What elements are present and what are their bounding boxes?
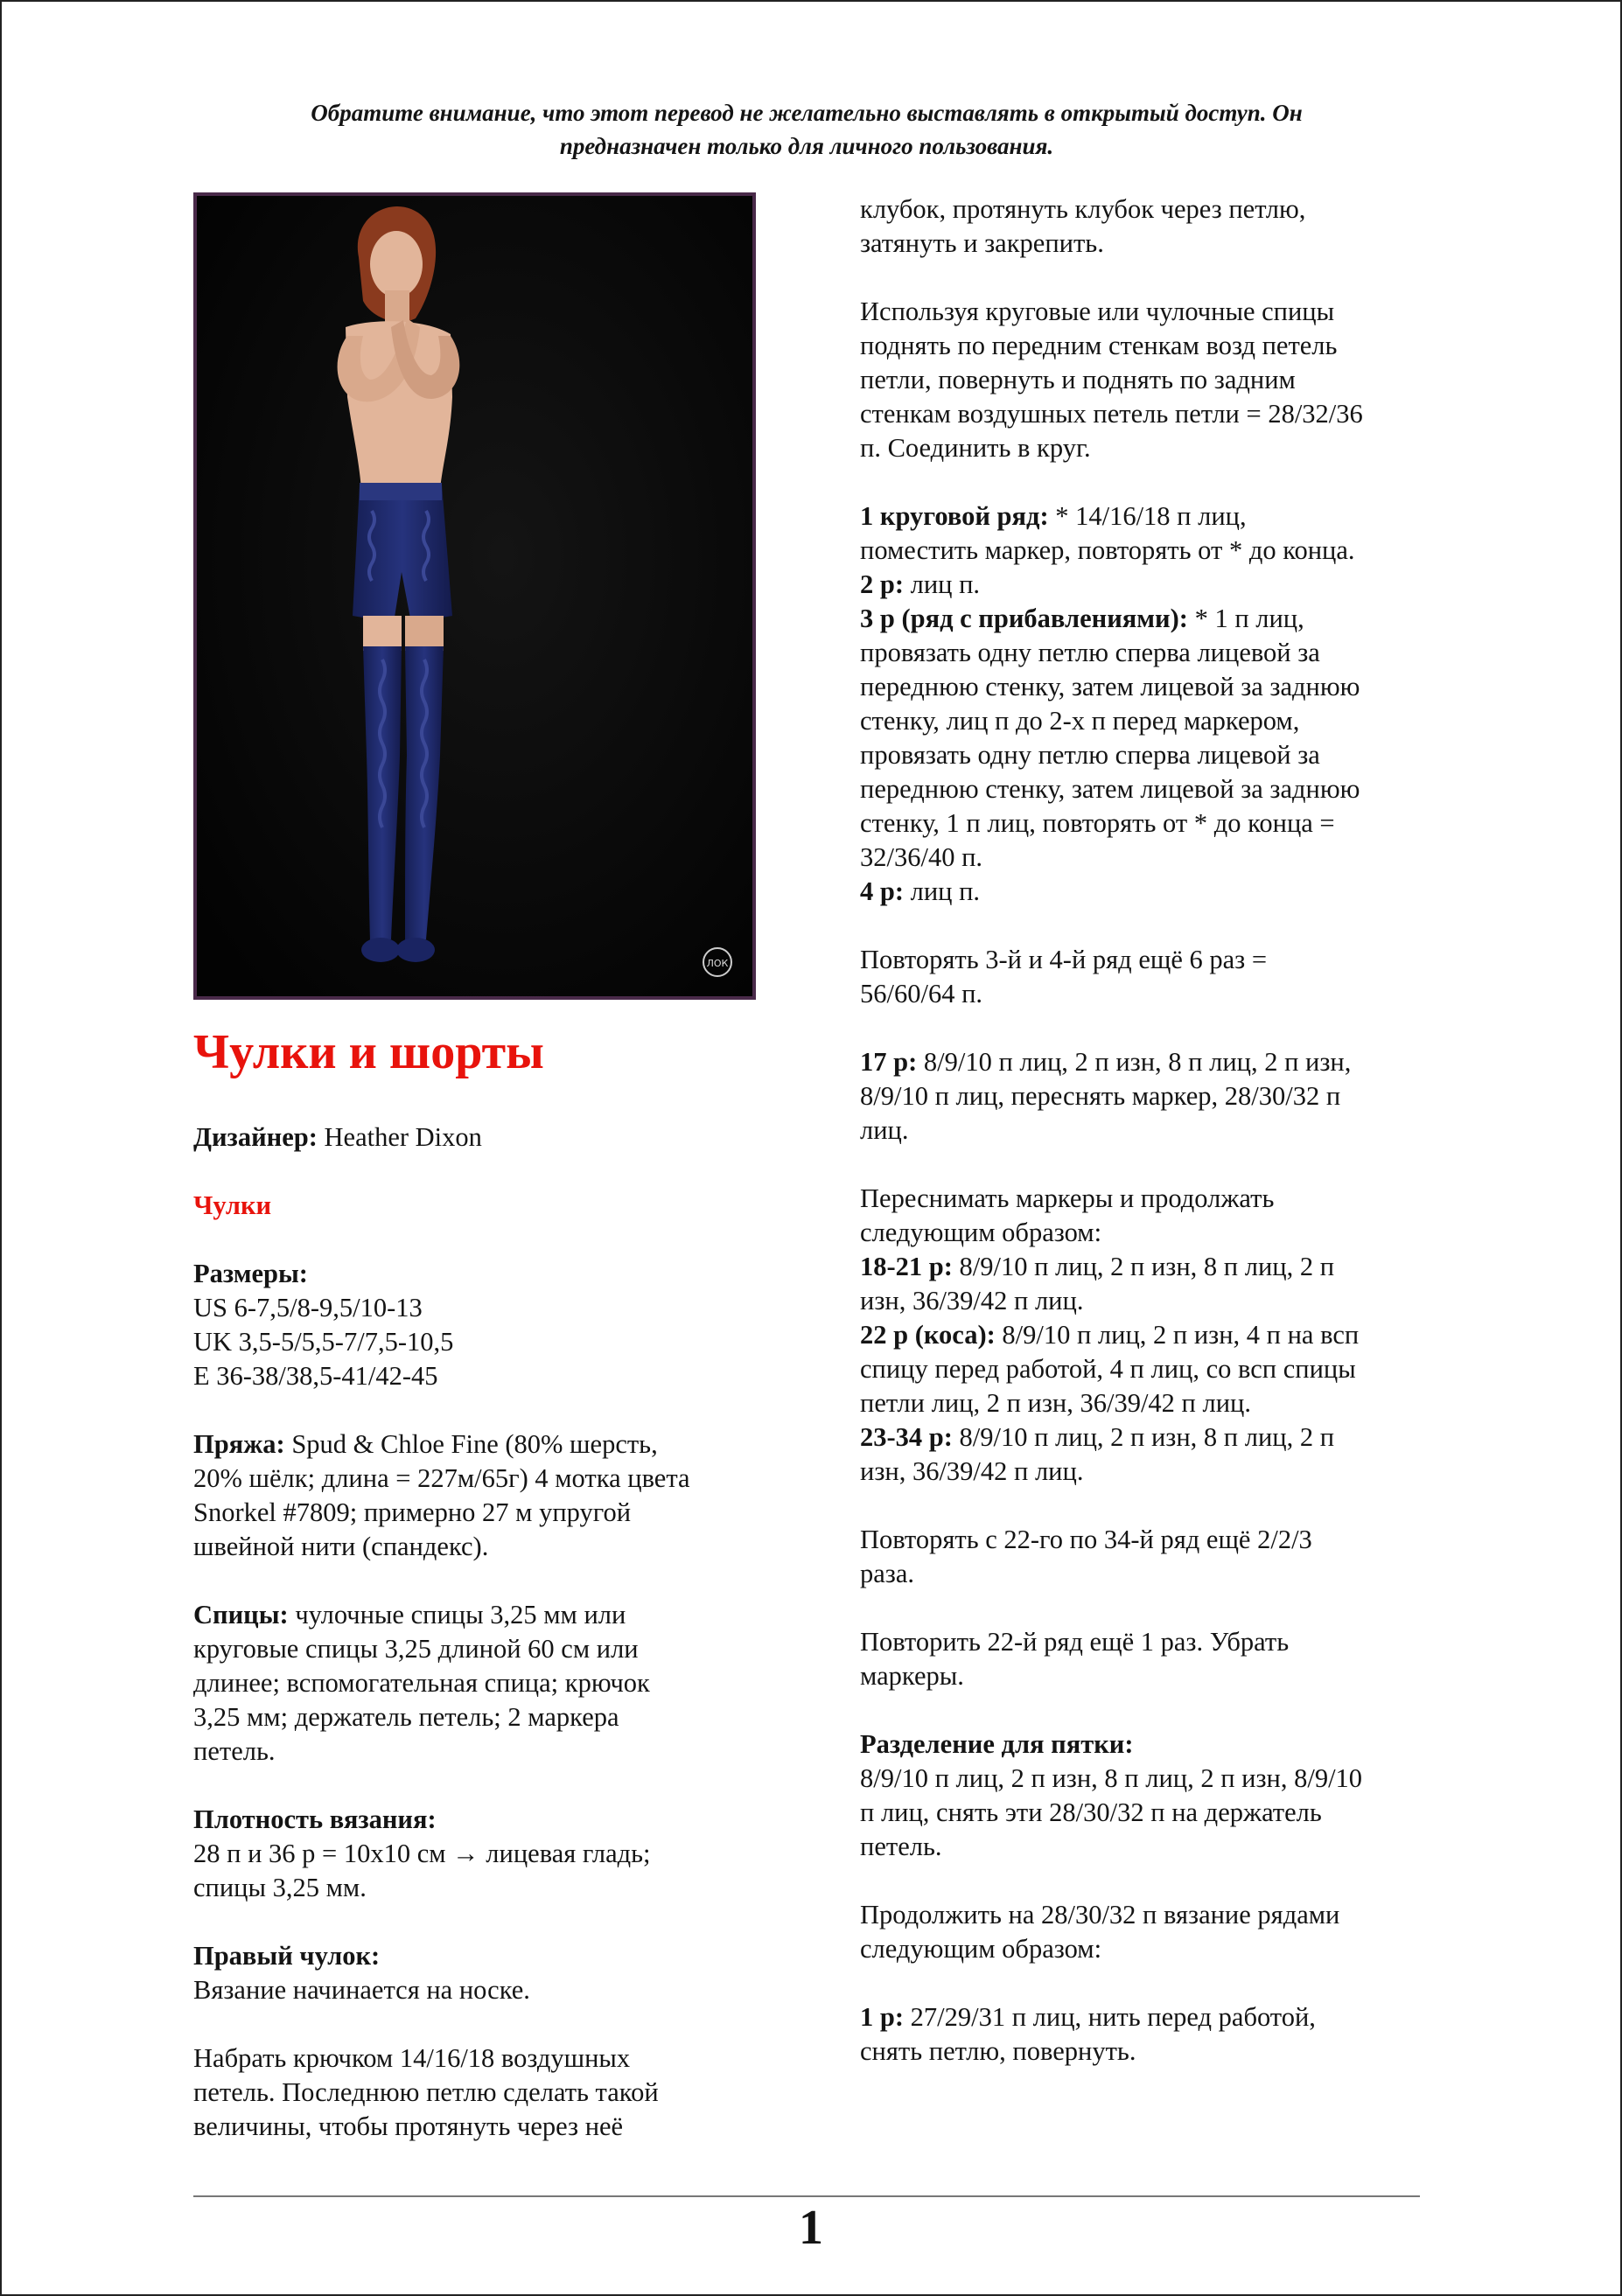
- text-line: раза.: [860, 1559, 914, 1588]
- sizes-line: US 6-7,5/8-9,5/10-13: [193, 1293, 423, 1322]
- model-photo: [193, 192, 756, 1000]
- right-sock-block: [193, 1939, 771, 2007]
- sizes-label: Размеры:: [193, 1259, 308, 1288]
- text-line: поместить маркер, повторять от * до конца.: [860, 535, 1355, 565]
- row-label: 17 р:: [860, 1047, 918, 1077]
- text-line: Продолжить на 28/30/32 п вязание рядами: [860, 1900, 1340, 1930]
- text-line: п лиц, снять эти 28/30/32 п на держатель: [860, 1797, 1322, 1827]
- text-line: * 1 п лиц,: [1187, 604, 1304, 633]
- left-column: [193, 192, 771, 2144]
- text-line: провязать одну петлю сперва лицевой за: [860, 638, 1320, 667]
- paragraph: [860, 943, 1442, 1011]
- cast-on-line: петель. Последнюю петлю сделать такой: [193, 2077, 659, 2107]
- text-line: Повторить 22-й ряд ещё 1 раз. Убрать: [860, 1627, 1290, 1657]
- needles-line: чулочные спицы 3,25 мм или: [288, 1600, 626, 1630]
- text-line: стенку, лиц п до 2-х п перед маркером,: [860, 706, 1300, 736]
- text-line: лиц.: [860, 1115, 909, 1145]
- footer-divider: [193, 2195, 1420, 2197]
- text-line: петли, повернуть и поднять по задним: [860, 365, 1296, 394]
- text-line: 8/9/10 п лиц, 2 п изн, 4 п на всп: [995, 1320, 1360, 1350]
- text-line: 8/9/10 п лиц, 2 п изн, 8 п лиц, 2 п: [952, 1252, 1335, 1281]
- needles-label: Спицы:: [193, 1600, 289, 1630]
- text-line: лиц п.: [904, 569, 981, 599]
- model-illustration: [197, 196, 752, 996]
- text-line: 8/9/10 п лиц, 2 п изн, 8 п лиц, 2 п изн, 8/9/10: [860, 1763, 1363, 1793]
- text-line: Повторять 3-й и 4-й ряд ещё 6 раз =: [860, 945, 1268, 974]
- text-line: Переснимать маркеры и продолжать: [860, 1183, 1275, 1213]
- text-line: переднюю стенку, затем лицевой за заднюю: [860, 774, 1360, 804]
- designer-label: Дизайнер:: [193, 1122, 318, 1152]
- row-label: 1 круговой ряд:: [860, 501, 1049, 531]
- paragraph: [860, 1625, 1442, 1693]
- yarn-line: 20% шёлк; длина = 227м/65г) 4 мотка цвета: [193, 1463, 690, 1493]
- gauge-line: спицы 3,25 мм.: [193, 1873, 367, 1902]
- text-line: лиц п.: [904, 876, 981, 906]
- text-line: переднюю стенку, затем лицевой за заднюю: [860, 672, 1360, 701]
- sizes-block: [193, 1257, 771, 1393]
- text-line: 32/36/40 п.: [860, 842, 983, 872]
- text-line: 8/9/10 п лиц, переснять маркер, 28/30/32 п: [860, 1081, 1341, 1111]
- designer-line: [193, 1120, 771, 1155]
- row-label: 2 р:: [860, 569, 904, 599]
- text-line: стенкам воздушных петель петли = 28/32/36: [860, 399, 1363, 429]
- gauge-block: [193, 1803, 771, 1905]
- designer-value: Heather Dixon: [317, 1122, 482, 1152]
- right-sock-line: Вязание начинается на носке.: [193, 1975, 530, 2005]
- text-line: клубок, протянуть клубок через петлю,: [860, 194, 1306, 224]
- cast-on-line: величины, чтобы протянуть через неё: [193, 2111, 624, 2141]
- text-line: провязать одну петлю сперва лицевой за: [860, 740, 1320, 770]
- row-label: 18-21 р:: [860, 1252, 953, 1281]
- row-label: 4 р:: [860, 876, 904, 906]
- yarn-block: [193, 1427, 771, 1564]
- yarn-line: швейной нити (спандекс).: [193, 1532, 489, 1561]
- text-line: Повторять с 22-го по 34-й ряд ещё 2/2/3: [860, 1525, 1312, 1554]
- sizes-line: UK 3,5-5/5,5-7/7,5-10,5: [193, 1327, 454, 1357]
- yarn-line: Spud & Chloe Fine (80% шерсть,: [284, 1429, 658, 1459]
- right-sock-label: Правый чулок:: [193, 1941, 381, 1971]
- heel-block: [860, 1727, 1442, 1864]
- text-line: п. Соединить в круг.: [860, 433, 1091, 463]
- rows-block: [860, 499, 1442, 909]
- rows-18-34-block: [860, 1182, 1442, 1489]
- text-line: спицу перед работой, 4 п лиц, со всп спицы: [860, 1354, 1356, 1384]
- needles-line: круговые спицы 3,25 длиной 60 см или: [193, 1634, 639, 1664]
- text-line: * 14/16/18 п лиц,: [1048, 501, 1247, 531]
- gauge-label: Плотность вязания:: [193, 1804, 437, 1834]
- copyright-notice: [194, 96, 1419, 163]
- paragraph: [860, 1523, 1442, 1591]
- paragraph: [860, 1898, 1442, 1966]
- yarn-line: Snorkel #7809; примерно 27 м упругой: [193, 1497, 632, 1527]
- text-line: следующим образом:: [860, 1934, 1102, 1964]
- text-line: следующим образом:: [860, 1218, 1102, 1247]
- row-label: 1 р:: [860, 2002, 904, 2032]
- text-line: изн, 36/39/42 п лиц.: [860, 1456, 1084, 1486]
- notice-line: Обратите внимание, что этот перевод не желательно выставлять в открытый доступ. Он: [311, 100, 1303, 126]
- needles-block: [193, 1598, 771, 1769]
- paragraph: [860, 295, 1442, 465]
- logo-text: ЛОК: [706, 958, 729, 969]
- needles-line: петель.: [193, 1736, 276, 1766]
- text-line: 8/9/10 п лиц, 2 п изн, 8 п лиц, 2 п: [952, 1422, 1335, 1452]
- page-number: 1: [799, 2201, 823, 2255]
- text-line: 56/60/64 п.: [860, 979, 983, 1008]
- row-label: 23-34 р:: [860, 1422, 953, 1452]
- needles-line: длинее; вспомогательная спица; крючок: [193, 1668, 650, 1698]
- gauge-line: 28 п и 36 р = 10х10 см → лицевая гладь;: [193, 1839, 651, 1868]
- text-line: 27/29/31 п лиц, нить перед работой,: [904, 2002, 1316, 2032]
- notice-line: предназначен только для личного пользования.: [559, 133, 1054, 159]
- sizes-line: E 36-38/38,5-41/42-45: [193, 1361, 438, 1391]
- row-17-block: [860, 1045, 1442, 1148]
- text-line: поднять по передним стенкам возд петель: [860, 331, 1338, 360]
- needles-line: 3,25 мм; держатель петель; 2 маркера: [193, 1702, 619, 1732]
- text-line: маркеры.: [860, 1661, 964, 1691]
- text-line: стенку, 1 п лиц, повторять от * до конца =: [860, 808, 1335, 838]
- text-line: 8/9/10 п лиц, 2 п изн, 8 п лиц, 2 п изн,: [917, 1047, 1352, 1077]
- text-line: петель.: [860, 1832, 942, 1861]
- heel-row-1-block: [860, 2000, 1442, 2069]
- yarn-label: Пряжа:: [193, 1429, 285, 1459]
- text-line: Используя круговые или чулочные спицы: [860, 297, 1335, 326]
- right-column: [860, 192, 1442, 2069]
- page-title: Чулки и шорты: [193, 1025, 544, 1079]
- cast-on-line: Набрать крючком 14/16/18 воздушных: [193, 2043, 631, 2073]
- text-line: изн, 36/39/42 п лиц.: [860, 1286, 1084, 1315]
- text-line: петли лиц, 2 п изн, 36/39/42 п лиц.: [860, 1388, 1251, 1418]
- row-label: 3 р (ряд с прибавлениями):: [860, 604, 1188, 633]
- heel-label: Разделение для пятки:: [860, 1729, 1134, 1759]
- text-line: снять петлю, повернуть.: [860, 2036, 1136, 2066]
- row-label: 22 р (коса):: [860, 1320, 996, 1350]
- section-heading: Чулки: [193, 1190, 272, 1220]
- paragraph: [860, 192, 1442, 261]
- text-line: затянуть и закрепить.: [860, 228, 1104, 258]
- cast-on-block: [193, 2041, 771, 2144]
